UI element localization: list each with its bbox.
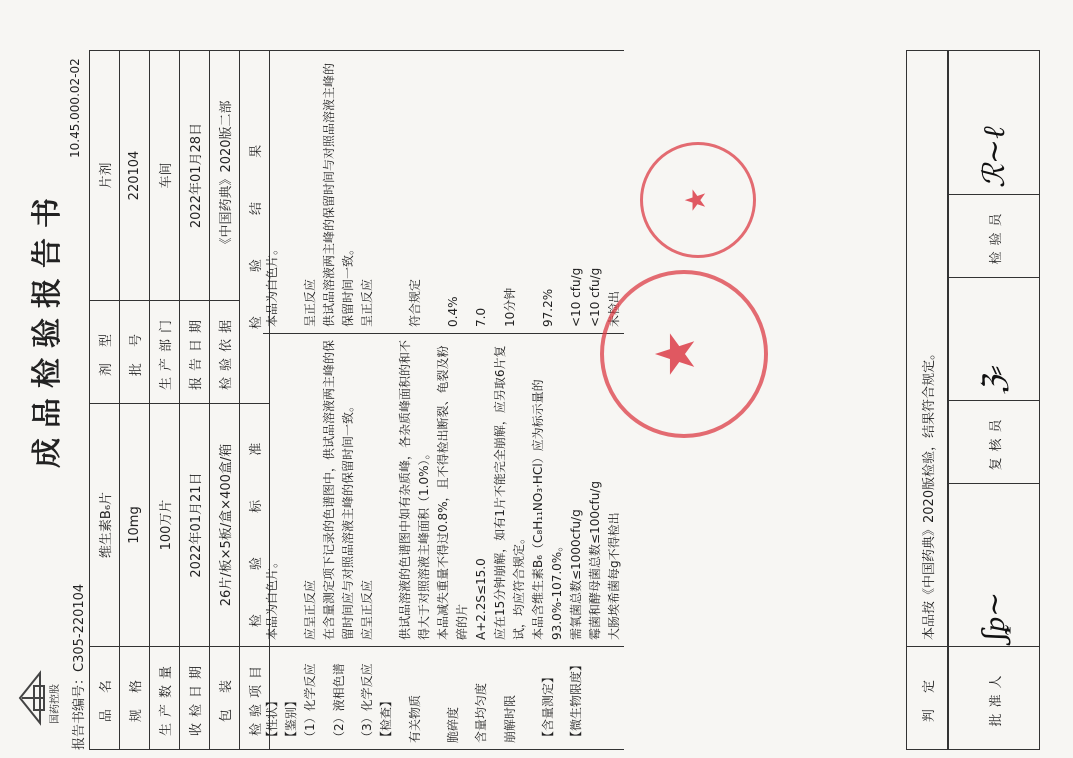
test-standard: 供试品溶液的色谱图中如有杂质峰，各杂质峰面积的和不得大于对照溶液主峰面积（1.0%）。 xyxy=(396,334,434,647)
test-result: 呈正反应 xyxy=(301,51,320,334)
inspector-signature-mark: ℛ∼ℓ xyxy=(976,126,1012,188)
table-row xyxy=(301,51,320,750)
basis-value: 《中国药典》2020版二部 xyxy=(210,51,240,301)
test-standard: 本品为白色片。 xyxy=(263,334,282,647)
pack-label: 包 装 xyxy=(210,647,240,750)
test-item: 脆碎度 xyxy=(434,647,472,750)
test-result: 7.0 xyxy=(472,51,491,334)
test-result: <10 cfu/g xyxy=(567,51,586,334)
table-row xyxy=(567,51,586,750)
batch-value: 220104 xyxy=(120,51,150,301)
info-table xyxy=(89,50,270,750)
test-result xyxy=(377,51,396,334)
name-label: 品 名 xyxy=(90,647,120,750)
dept-value: 车间 xyxy=(150,51,180,301)
report-number: 报告书编号：C305-220104 xyxy=(72,583,87,750)
approver-signature xyxy=(949,484,1040,647)
table-row xyxy=(434,51,472,750)
test-standard: 应呈正反应 xyxy=(301,334,320,647)
reviewer-label: 复核员 xyxy=(949,401,1040,484)
table-row xyxy=(529,51,567,750)
test-standard: 大肠埃希菌每g不得检出 xyxy=(605,334,624,647)
report-title: 成品检验报告书 xyxy=(30,188,65,468)
test-standard: 霉菌和酵母菌总数≤100cfu/g xyxy=(586,334,605,647)
table-row xyxy=(472,51,491,750)
info-row xyxy=(120,51,150,750)
test-standard: 本品含维生素B₆（C₈H₁₁NO₃·HCl）应为标示量的93.0%-107.0%。 xyxy=(529,334,567,647)
test-item: 【检查】 xyxy=(377,647,396,750)
test-item: 【微生物限度】 xyxy=(567,647,586,750)
verdict-row xyxy=(907,51,948,750)
test-item: 崩解时限 xyxy=(491,647,529,750)
stamp-star-icon: ★ xyxy=(679,187,712,213)
test-item: （1）化学反应 xyxy=(301,647,320,750)
inspector-label: 检验员 xyxy=(949,195,1040,278)
table-row xyxy=(282,51,301,750)
signature-row xyxy=(949,51,1040,750)
qc-stamp-small xyxy=(640,142,756,258)
spec-value: 10mg xyxy=(120,404,150,647)
test-standard: 需氧菌总数≤1000cfu/g xyxy=(567,334,586,647)
test-result xyxy=(282,51,301,334)
dept-label: 生产部门 xyxy=(150,301,180,404)
test-result: 0.4% xyxy=(434,51,472,334)
qty-label: 生产数量 xyxy=(150,647,180,750)
table-row xyxy=(586,51,605,750)
test-standard: 应在15分钟崩解，如有1片不能完全崩解，应另取6片复试，均应符合规定。 xyxy=(491,334,529,647)
test-result: 呈正反应 xyxy=(358,51,377,334)
table-row xyxy=(491,51,529,750)
test-result: 97.2% xyxy=(529,51,567,334)
verdict-label: 判 定 xyxy=(907,647,948,750)
col-standard-header: 检 验 标 准 xyxy=(240,404,270,647)
report-date-label: 报告日期 xyxy=(180,301,210,404)
reviewer-signature xyxy=(949,278,1040,401)
pack-value: 26片/板×5板/盒×400盒/箱 xyxy=(210,404,240,647)
col-result-header: 检 验 结 果 xyxy=(240,51,270,404)
test-standard: 在含量测定项下记录的色谱图中，供试品溶液两主峰的保留时间应与对照品溶液主峰的保留时间一致。 xyxy=(320,334,358,647)
test-standard: 应呈正反应 xyxy=(358,334,377,647)
test-item: （3）化学反应 xyxy=(358,647,377,750)
name-value: 维生素B₆片 xyxy=(90,404,120,647)
test-standard xyxy=(282,334,301,647)
test-item: 【性状】 xyxy=(263,647,282,750)
test-standard xyxy=(377,334,396,647)
verdict-table xyxy=(906,50,948,750)
test-item: 含量均匀度 xyxy=(472,647,491,750)
info-row xyxy=(150,51,180,750)
signature-table xyxy=(948,50,1040,750)
document-code: 10.45.000.02-02 xyxy=(68,58,82,158)
table-row xyxy=(320,51,358,750)
form-value: 片剂 xyxy=(90,51,120,301)
recv-date-label: 收检日期 xyxy=(180,647,210,750)
test-table xyxy=(263,50,624,750)
test-standard: A+2.2S≤15.0 xyxy=(472,334,491,647)
reviewer-signature-mark: ℨ⸗ xyxy=(976,365,1012,394)
table-row xyxy=(263,51,282,750)
info-row xyxy=(210,51,240,750)
test-result: 供试品溶液两主峰的保留时间与对照品溶液主峰的保留时间一致。 xyxy=(320,51,358,334)
table-row xyxy=(358,51,377,750)
test-result: 符合规定 xyxy=(396,51,434,334)
approver-signature-mark: ʃᵱ~ xyxy=(976,591,1012,640)
company-logo xyxy=(12,668,62,728)
report-date-value: 2022年01月28日 xyxy=(180,51,210,301)
form-label: 剂 型 xyxy=(90,301,120,404)
logo-text: 国药控股 xyxy=(50,684,61,724)
info-row xyxy=(180,51,210,750)
table-row xyxy=(396,51,434,750)
spec-label: 规 格 xyxy=(120,647,150,750)
test-result: 本品为白色片。 xyxy=(263,51,282,334)
inspector-signature xyxy=(949,51,1040,195)
test-item: 【鉴别】 xyxy=(282,647,301,750)
test-standard: 本品减失重量不得过0.8%，且不得检出断裂、龟裂及粉碎的片 xyxy=(434,334,472,647)
test-item: 【含量测定】 xyxy=(529,647,567,750)
verdict-text: 本品按《中国药典》2020版检验，结果符合规定。 xyxy=(907,51,948,647)
test-result: 未检出 xyxy=(605,51,624,334)
test-item xyxy=(586,647,605,750)
test-item: 有关物质 xyxy=(396,647,434,750)
recv-date-value: 2022年01月21日 xyxy=(180,404,210,647)
test-item xyxy=(605,647,624,750)
approver-label: 批准人 xyxy=(949,647,1040,750)
test-item: （2）液相色谱 xyxy=(320,647,358,750)
table-row xyxy=(377,51,396,750)
basis-label: 检验依据 xyxy=(210,301,240,404)
qc-stamp-large xyxy=(600,270,768,438)
test-result: 10分钟 xyxy=(491,51,529,334)
col-item-header: 检验项目 xyxy=(240,647,270,750)
test-result: <10 cfu/g xyxy=(586,51,605,334)
stamp-star-icon: ★ xyxy=(644,329,707,379)
qty-value: 100万片 xyxy=(150,404,180,647)
batch-label: 批 号 xyxy=(120,301,150,404)
info-row xyxy=(90,51,120,750)
